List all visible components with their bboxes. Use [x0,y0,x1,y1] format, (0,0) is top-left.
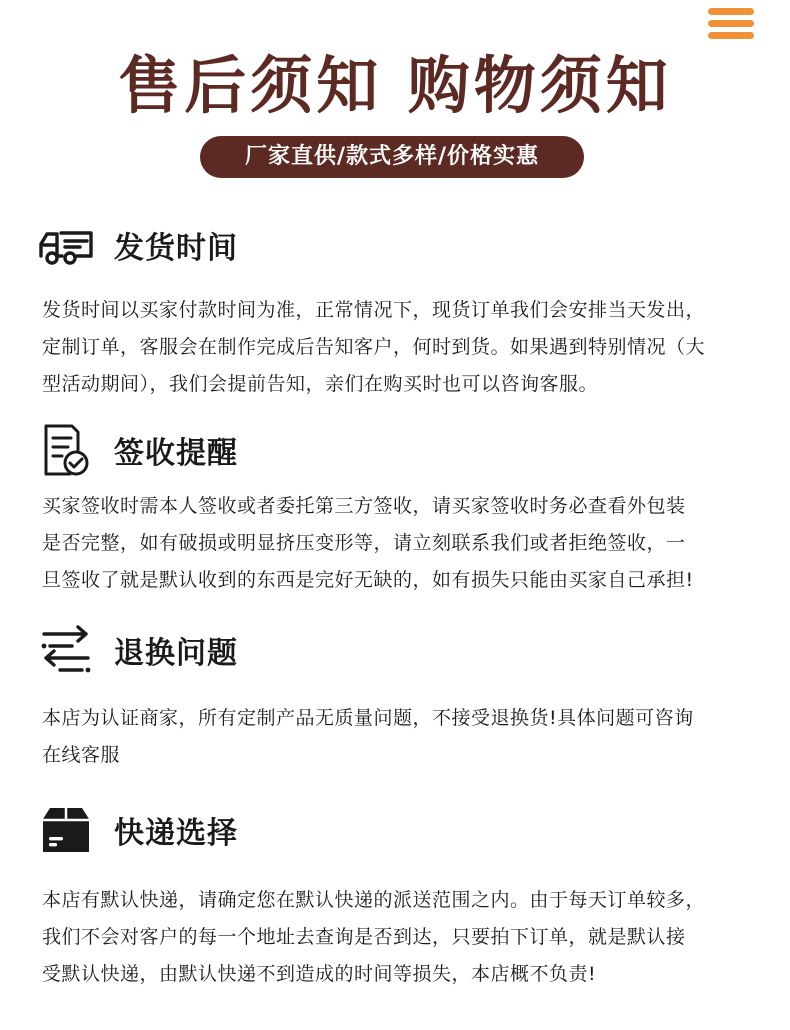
section-text: 买家签收时需本人签收或者委托第三方签收，请买家签收时务必查看外包装 是否完整，如有破损或明显挤压变形等，请立刻联系我们或者拒绝签收，一 旦签收了就是默认收到的东西是完好无缺的，如有损失只能由买家自己承担! [42,495,694,591]
section-shipping-time [36,215,238,275]
section-text: 发货时间以买家付款时间为准，正常情况下，现货订单我们会安排当天发出， 定制订单，客服会在制作完成后告知客户，何时到货。如果遇到特别情况（大 型活动期间），我们会提前告知，亲们在购买时也可以咨询客服。 [42,299,706,395]
exchange-arrows-icon [36,620,96,680]
section-heading: 快递选择 [114,816,238,851]
section-courier-choice [36,800,238,860]
section-return-exchange [36,620,238,680]
package-box-icon [36,800,96,860]
page-title: 售后须知 购物须知 [118,49,672,122]
delivery-truck-icon [36,215,96,275]
section-heading: 签收提醒 [114,436,238,471]
section-heading: 退换问题 [114,636,238,671]
section-text: 本店为认证商家，所有定制产品无质量问题，不接受退换货!具体问题可咨询 在线客服 [42,707,694,766]
section-text: 本店有默认快递，请确定您在默认快递的派送范围之内。由于每天订单较多， 我们不会对客户的每一个地址去查询是否到达，只要拍下订单，就是默认接 受默认快递，由默认快递不到造成的时间等损失，本店概不负责! [42,889,706,985]
signed-document-check-icon [36,420,96,480]
tagline-badge: 厂家直供/款式多样/价格实惠 [200,136,584,178]
section-heading: 发货时间 [114,231,238,266]
section-signing-reminder [36,420,238,480]
